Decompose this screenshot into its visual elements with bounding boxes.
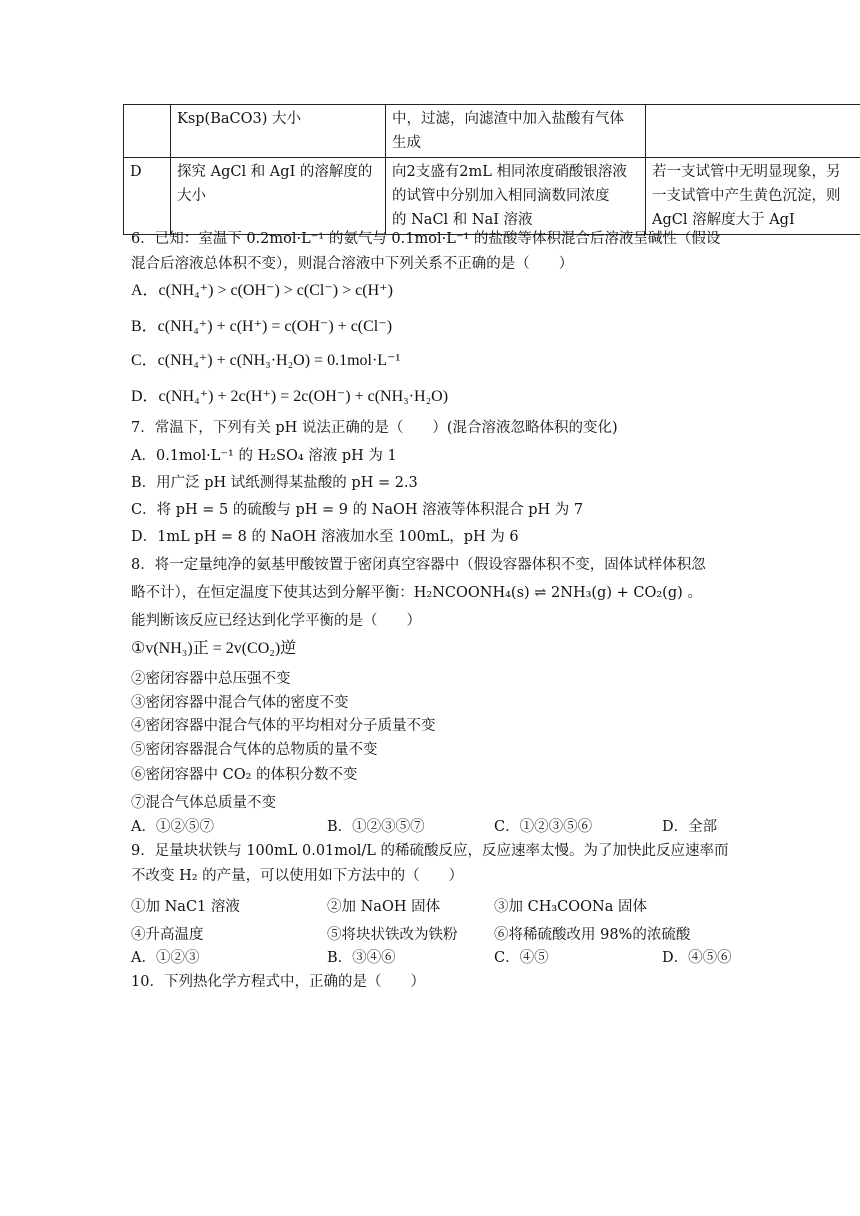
q8-item-7: ⑦混合气体总质量不变 <box>131 795 276 811</box>
table-cell <box>646 105 860 158</box>
q9-option-d: D．④⑤⑥ <box>662 950 732 966</box>
q9-method-5: ⑤将块状铁改为铁粉 <box>327 927 458 943</box>
experiment-table <box>123 104 860 235</box>
q8-item-6: ⑥密闭容器中 CO₂ 的体积分数不变 <box>131 767 358 783</box>
q8-option-a: A．①②⑤⑦ <box>131 819 214 835</box>
cell-line: 一支试管中产生黄色沉淀，则 <box>652 188 841 204</box>
q8-option-d: D．全部 <box>662 819 718 835</box>
q9-stem-line1: 9．足量块状铁与 100mL 0.01mol/L 的稀硫酸反应，反应速率太慢。为了加快此反应速率而 <box>131 843 729 859</box>
q8-item-1: ①v(NH₃)正 = 2v(CO₂)逆 <box>131 640 297 657</box>
cell-line: 的试管中分别加入相同滴数同浓度 <box>392 188 610 204</box>
cell-line: 若一支试管中无明显现象，另 <box>652 164 841 180</box>
q9-option-c: C．④⑤ <box>494 950 549 966</box>
table-row <box>124 105 860 158</box>
q6-option-c: C．c(NH₄⁺) + c(NH₃·H₂O) = 0.1mol·L⁻¹ <box>131 352 401 369</box>
q8-option-b: B．①②③⑤⑦ <box>327 819 425 835</box>
q9-stem-line2: 不改变 H₂ 的产量，可以使用如下方法中的（ ） <box>131 868 464 884</box>
table-cell <box>171 158 386 235</box>
q9-method-2: ②加 NaOH 固体 <box>327 899 441 915</box>
q9-method-3: ③加 CH₃COONa 固体 <box>494 899 647 915</box>
q9-option-a: A．①②③ <box>131 950 200 966</box>
table-cell <box>386 158 646 235</box>
q8-item-5: ⑤密闭容器混合气体的总物质的量不变 <box>131 742 378 758</box>
q6-option-d: D．c(NH₄⁺) + 2c(H⁺) = 2c(OH⁻) + c(NH₃·H₂O) <box>131 388 449 405</box>
q8-stem-line3: 能判断该反应已经达到化学平衡的是（ ） <box>131 613 421 629</box>
q9-method-4: ④升高温度 <box>131 927 204 943</box>
q7-option-d: D．1mL pH = 8 的 NaOH 溶液加水至 100mL，pH 为 6 <box>131 529 519 545</box>
q8-item-3: ③密闭容器中混合气体的密度不变 <box>131 695 349 711</box>
cell-line: 向2支盛有2mL 相同浓度硝酸银溶液 <box>392 164 627 180</box>
q7-stem: 7．常温下，下列有关 pH 说法正确的是（ ）(混合溶液忽略体积的变化) <box>131 420 618 436</box>
cell-line: AgCl 溶解度大于 AgI <box>652 212 795 228</box>
q9-option-b: B．③④⑥ <box>327 950 396 966</box>
table-cell: Ksp(BaCO3) 大小 <box>171 105 386 158</box>
q6-option-a: A．c(NH₄⁺) > c(OH⁻) > c(Cl⁻) > c(H⁺) <box>131 282 393 299</box>
table-cell <box>124 105 171 158</box>
cell-line: 中，过滤，向滤渣中加入盐酸有气体 <box>392 111 624 127</box>
q7-option-a: A．0.1mol·L⁻¹ 的 H₂SO₄ 溶液 pH 为 1 <box>131 448 397 464</box>
q9-method-1: ①加 NaC1 溶液 <box>131 899 240 915</box>
q8-option-c: C．①②③⑤⑥ <box>494 819 593 835</box>
q8-item-2: ②密闭容器中总压强不变 <box>131 671 291 687</box>
q7-option-c: C．将 pH = 5 的硫酸与 pH = 9 的 NaOH 溶液等体积混合 pH 为 7 <box>131 502 584 518</box>
q6-option-b: B．c(NH₄⁺) + c(H⁺) = c(OH⁻) + c(Cl⁻) <box>131 318 393 335</box>
q6-stem-line1: 6．已知：室温下 0.2mol·L⁻¹ 的氨气与 0.1mol·L⁻¹ 的盐酸等体积混合后溶液呈碱性（假设 <box>131 231 721 247</box>
q8-stem-line1: 8．将一定量纯净的氨基甲酸铵置于密闭真空容器中（假设容器体积不变，固体试样体积忽 <box>131 557 706 573</box>
table-row <box>124 158 860 235</box>
cell-line: 探究 AgCl 和 AgI 的溶解度的 <box>177 164 373 180</box>
q8-item-4: ④密闭容器中混合气体的平均相对分子质量不变 <box>131 718 436 734</box>
table-cell: D <box>124 158 171 235</box>
q6-stem-line2: 混合后溶液总体积不变），则混合溶液中下列关系不正确的是（ ） <box>131 256 574 272</box>
cell-line: 大小 <box>177 188 206 204</box>
cell-line: 的 NaCl 和 NaI 溶液 <box>392 212 533 228</box>
q8-stem-line2: 略不计），在恒定温度下使其达到分解平衡：H₂NCOONH₄(s) ⇌ 2NH₃(g) + CO₂(g) 。 <box>131 585 702 601</box>
q7-option-b: B．用广泛 pH 试纸测得某盐酸的 pH = 2.3 <box>131 475 418 491</box>
q9-method-6: ⑥将稀硫酸改用 98%的浓硫酸 <box>494 927 691 943</box>
table-cell <box>646 158 860 235</box>
q10-stem: 10．下列热化学方程式中，正确的是（ ） <box>131 974 425 990</box>
cell-line: 生成 <box>392 135 421 151</box>
table-cell <box>386 105 646 158</box>
